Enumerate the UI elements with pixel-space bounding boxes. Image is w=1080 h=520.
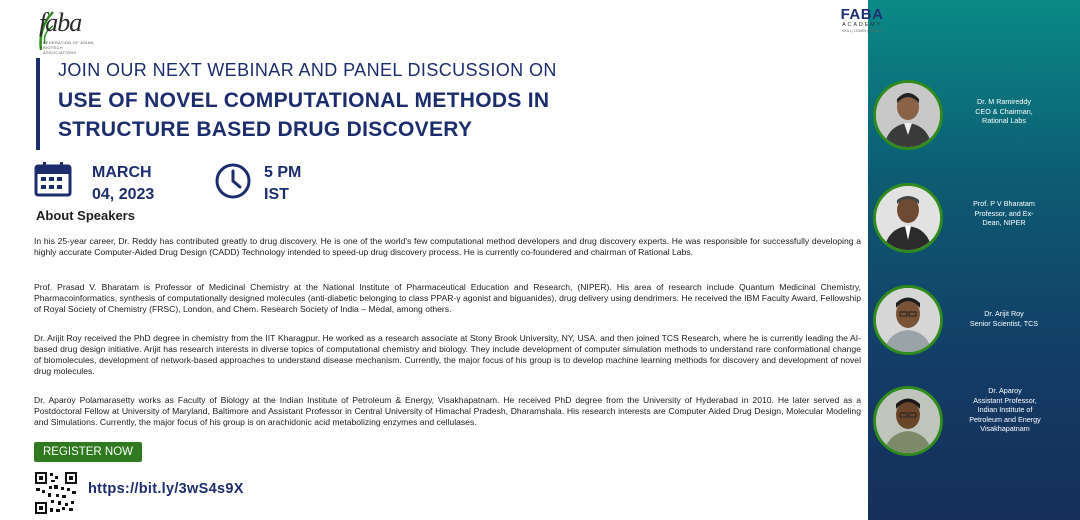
speaker-1-role: CEO & Chairman, [975, 106, 1033, 116]
person-avatar-icon [876, 186, 940, 250]
clock-icon [214, 162, 252, 205]
speaker-3-name: Dr. Arijit Roy [984, 309, 1024, 318]
speaker-2-caption [944, 199, 1064, 228]
page-title-line2: STRUCTURE BASED DRUG DISCOVERY [58, 118, 473, 141]
speaker-photo-ramireddy [873, 80, 943, 150]
speaker-bio-2: Prof. Prasad V. Bharatam is Professor of Medicinal Chemistry at the National Institute of Pharmaceutical Education and Research, (NIPER). His area of research include Quantum Medicinal Chemistry, Pharmacoinformatics, synthesis of computationally designed molecules (anti-diabetic belonging to class PPAR-γ agonist and biguanides), drug delivery using dendrimers. He received the IBM Faculty Award, Fellowship of Royal Society of Chemistry (FRSC), London, and Chem. Research Society of India – Medal, among others. [34, 282, 861, 314]
academy-logo-tagline: SKILL | LEARN | IMPACT [842, 29, 882, 33]
register-now-button[interactable]: REGISTER NOW [34, 442, 142, 462]
speaker-photo-bharatam [873, 183, 943, 253]
person-avatar-icon [876, 83, 940, 147]
speaker-1-caption [946, 97, 1062, 126]
speaker-bio-4: Dr. Aparoy Polamarasetty works as Faculty of Biology at the Indian Institute of Petroleum & Energy, Visakhapatnam. He received PhD degree from the University of Hyderabad in 2010. He later served as a Postdoctoral Fellow at University of Maryland, Baltimore and Assistant Professor in Central University of Himachal Pradesh, Dharamshala. His research interests are Computer Aided Drug Design, Molecular Modeling and Simulations. Currently, the major focus of his group is on arachidonic acid metabolizing enzymes and cellulases. [34, 395, 861, 427]
speaker-2-org: Dean, NIPER [982, 218, 1026, 227]
speaker-1-name: Dr. M Ramireddy [977, 97, 1031, 106]
qr-code[interactable] [34, 471, 78, 515]
speaker-1-org: Rational Labs [982, 116, 1026, 125]
title-accent-bar [36, 58, 40, 150]
speaker-2-name: Prof. P V Bharatam [973, 199, 1035, 208]
page-title-line1: USE OF NOVEL COMPUTATIONAL METHODS IN [58, 89, 550, 112]
event-date-month: MARCH [92, 164, 152, 181]
speaker-4-role: Assistant Professor, [973, 395, 1037, 405]
speaker-2-role: Professor, and Ex- [974, 208, 1034, 218]
about-speakers-heading: About Speakers [36, 208, 135, 223]
speaker-4-org-2: Petroleum and Energy [969, 414, 1041, 424]
faba-academy-logo [832, 7, 892, 37]
speaker-4-location: Visakhapatnam [980, 424, 1030, 433]
faba-logo [33, 6, 94, 55]
person-avatar-icon [876, 389, 940, 453]
logo-subtext: FEDERATION OF ASIAN BIOTECH ASSOCIATIONS [43, 40, 94, 55]
event-time-zone: IST [264, 186, 289, 203]
event-time [264, 162, 301, 206]
speaker-4-caption [946, 386, 1064, 434]
person-avatar-icon [876, 288, 940, 352]
event-date-day-year: 04, 2023 [92, 186, 155, 203]
event-date [92, 162, 154, 206]
calendar-icon [34, 161, 72, 202]
speaker-4-org-1: Indian Institute of [977, 405, 1033, 414]
speaker-3-caption [946, 309, 1062, 328]
speaker-4-name: Dr. Aparoy [988, 386, 1022, 395]
event-time-hour: 5 PM [264, 164, 302, 181]
academy-logo-text: FABA [840, 6, 884, 23]
subheading: JOIN OUR NEXT WEBINAR AND PANEL DISCUSSION ON [58, 60, 557, 80]
speaker-bio-1: In his 25-year career, Dr. Reddy has contributed greatly to drug discovery. He is one of the world's few computational method developers and drug discovery experts. He was responsible for successfully developing a highly accurate Computer-Aided Drug Design (CADD) Technology intended to speed-up drug discovery process. He is currently co-foundered and chairman of Rational Labs. [34, 236, 861, 257]
registration-link[interactable]: https://bit.ly/3wS4s9X [88, 481, 244, 497]
academy-logo-sub: ACADEMY [842, 22, 882, 28]
speaker-3-role: Senior Scientist, TCS [969, 318, 1039, 328]
speaker-photo-roy [873, 285, 943, 355]
logo-text: faba [39, 8, 82, 37]
speaker-bio-3: Dr. Arijit Roy received the PhD degree in chemistry from the IIT Kharagpur. He worked as a research associate at Stony Brook University, NY, USA. and then joined TCS Research, where he is currently leading the AI-based drug design initiative. Arijit has research interests in diverse topics of computational chemistry and biology. They include development of computer simulation methods to understand rare conformational change of biomolecules, development of network-based approaches to understand disease mechanism. Currently, the major focus of his group is to develop machine learning methods for discovery and development of novel drug molecules. [34, 333, 861, 376]
speaker-photo-aparoy [873, 386, 943, 456]
